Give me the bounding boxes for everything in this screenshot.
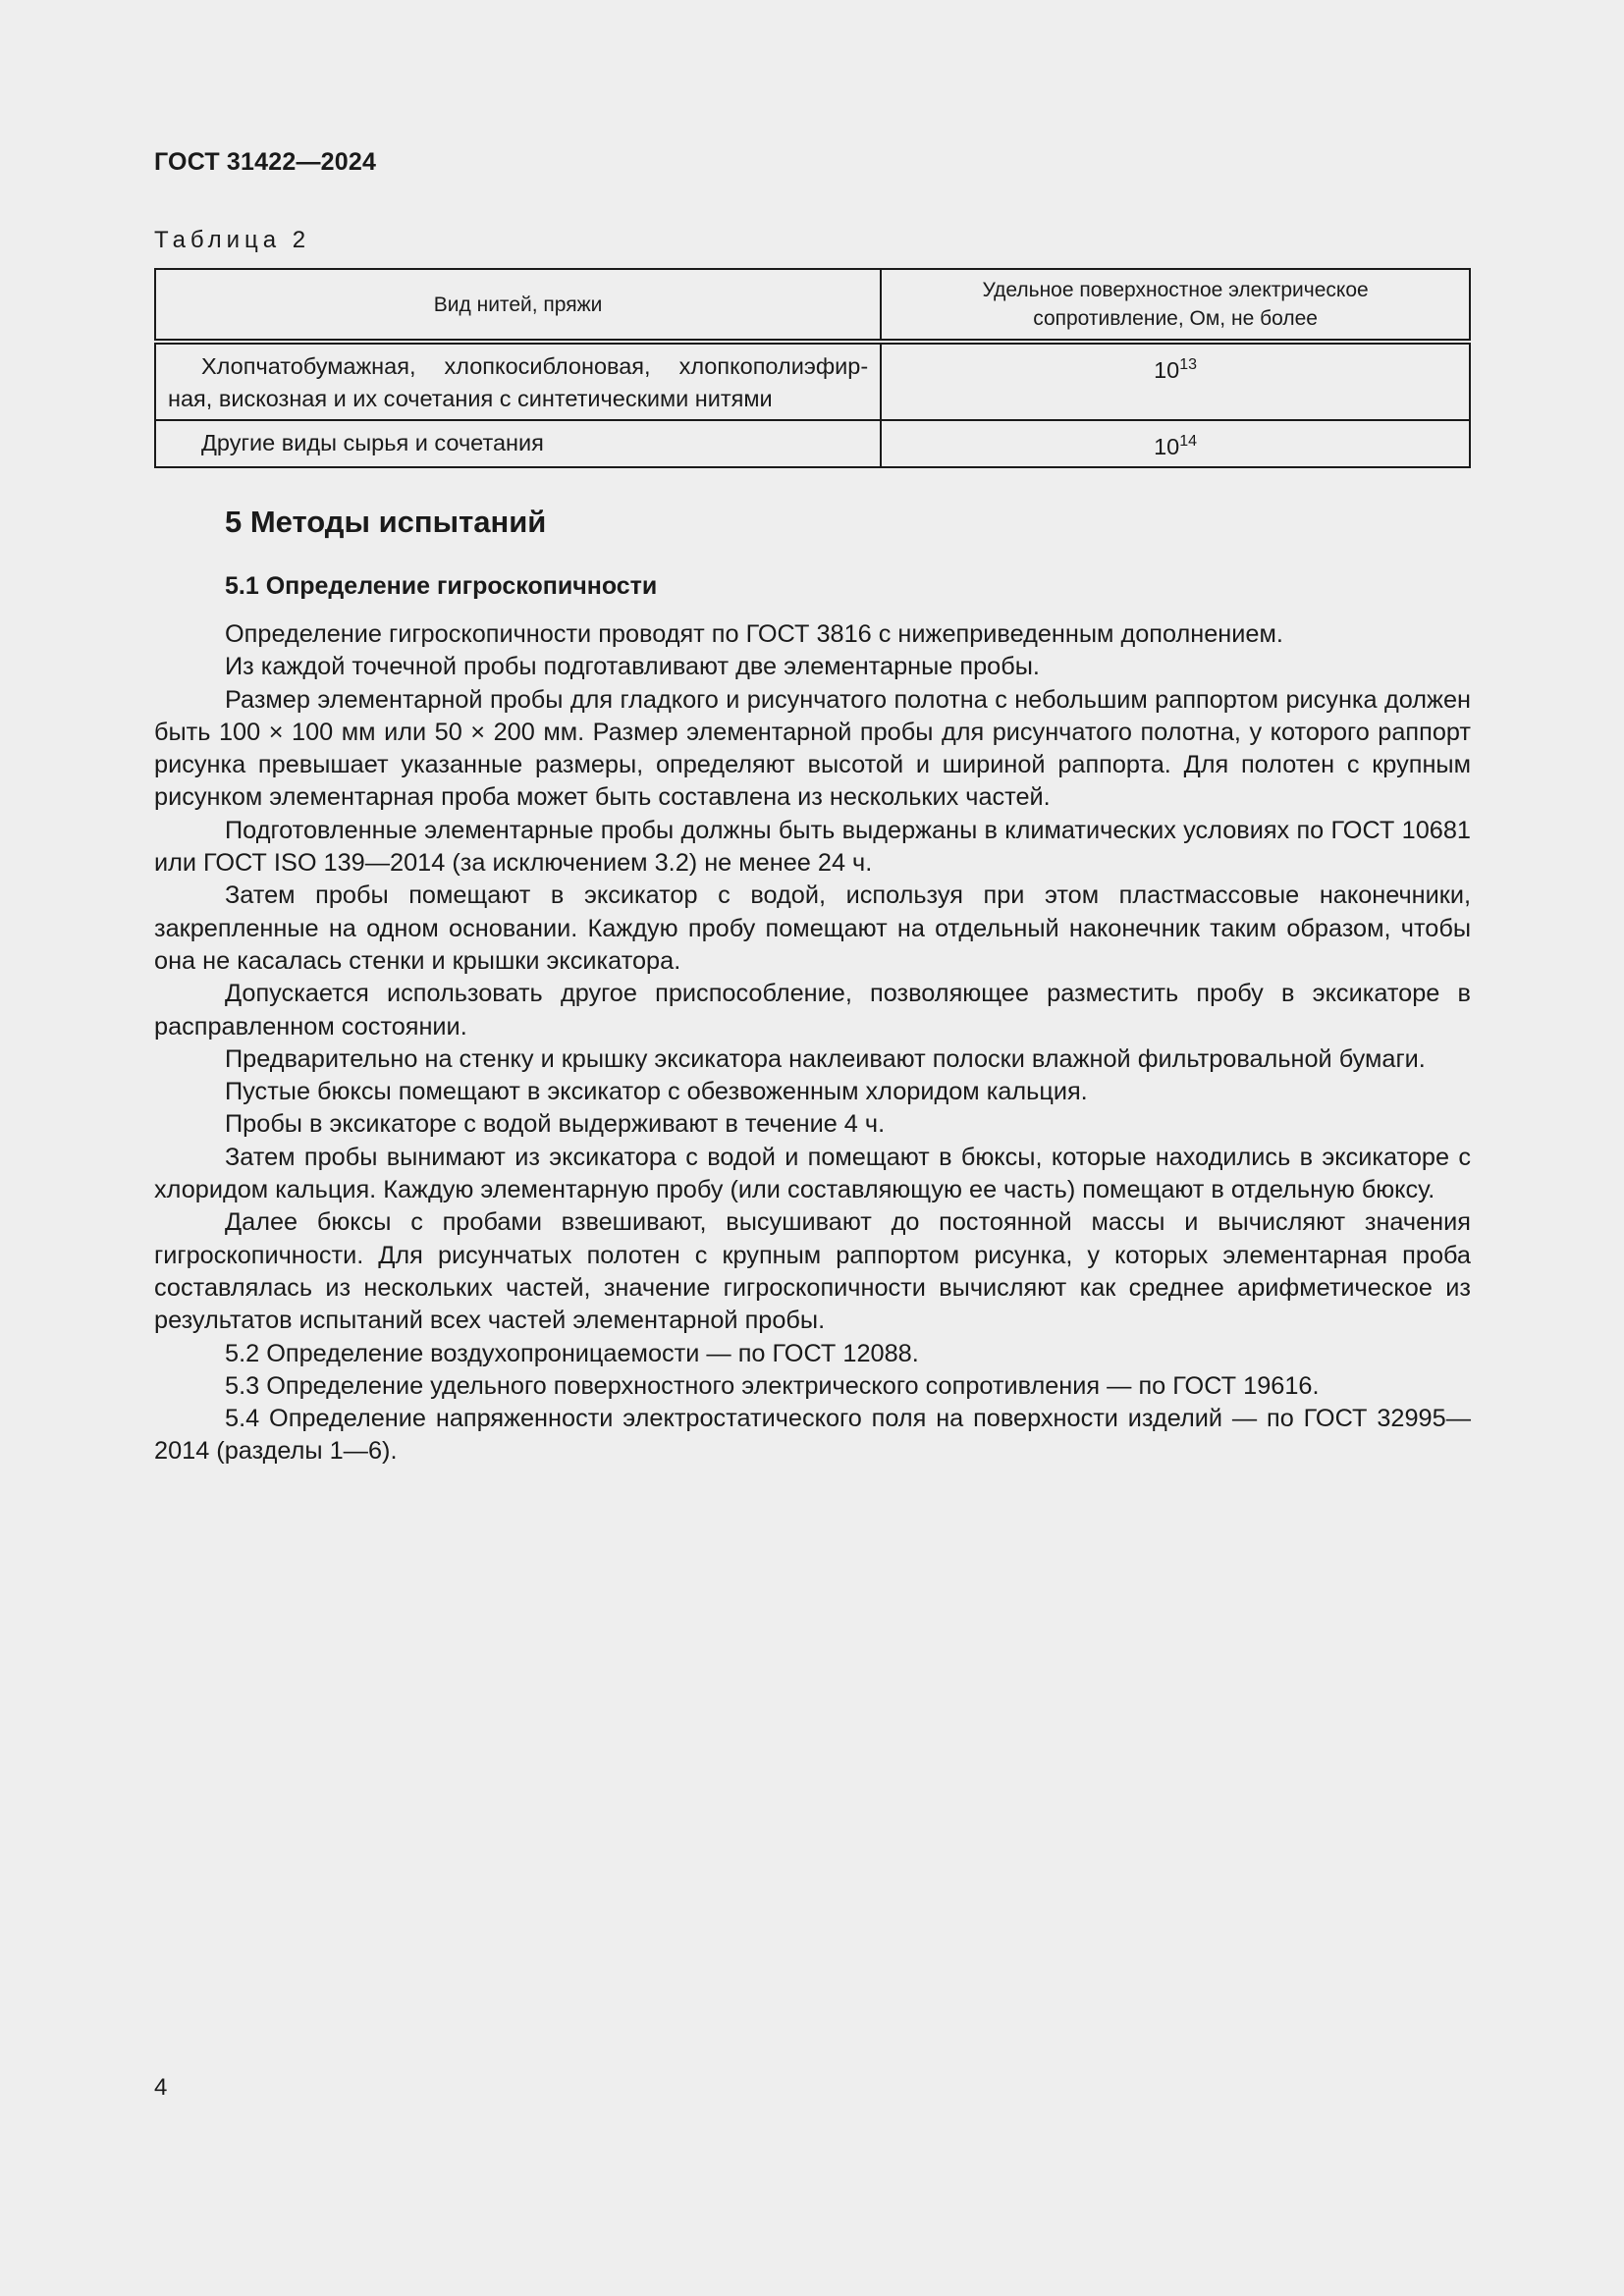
document-code-header: ГОСТ 31422—2024 (154, 148, 377, 176)
subsection-title: 5.1 Определение гигроскопичности (225, 572, 658, 600)
resistance-value (882, 421, 1469, 463)
paragraph: Размер элементарной пробы для гладкого и рисунчатого полотна с небольшим раппортом рисунка должен быть 100 × 100 мм или 50 × 200 мм. Размер элементарной пробы для рисунчатого полотна, у которого раппорт рисунка превышает указанные размеры, определяют высотой и шириной раппорта. Для полотен с крупным рисунком элементарная проба может быть составлена из нескольких частей. (154, 685, 1471, 812)
paragraph: Затем пробы помещают в эксикатор с водой, используя при этом пластмассовые наконечники, закрепленные на одном основании. Каждую пробу помещают на отдельный наконечник таким образом, чтобы она не касалась стенки и крышки эксикатора. (154, 881, 1471, 975)
value-base: 10 (1154, 357, 1180, 383)
paragraph: Допускается использовать другое приспособление, позволяющее разместить пробу в эксикаторе в расправленном состоянии. (154, 980, 1471, 1041)
resistance-value-cell (881, 420, 1470, 467)
paragraph: Пробы в эксикаторе с водой выдерживают в течение 4 ч. (225, 1110, 886, 1139)
table-header-row (155, 269, 1470, 342)
page-number: 4 (154, 2074, 168, 2101)
paragraph: Пустые бюксы помещают в эксикатор с обезвоженным хлоридом кальция. (225, 1078, 1088, 1106)
yarn-type-cell (155, 342, 881, 420)
column-header-yarn-type: Вид нитей, пряжи (155, 269, 881, 342)
paragraph: Определение гигроскопичности проводят по ГОСТ 3816 с нижеприведенным дополнением. (225, 620, 1283, 648)
resistance-table (154, 268, 1471, 468)
resistance-value (882, 345, 1469, 387)
column-header-resistance-text: Удельное поверхностное электрическое сопротивление, Ом, не более (982, 279, 1369, 330)
section-title: 5 Методы испытаний (225, 505, 547, 539)
paragraph: Затем пробы вынимают из эксикатора с водой и помещают в бюксы, которые находились в эксикаторе с хлоридом кальция. Каждую элементарную пробу (или составляющую ее часть) помещают в отдельную бюксу. (154, 1143, 1471, 1204)
value-exponent: 13 (1179, 356, 1198, 373)
table-row (155, 342, 1470, 420)
paragraph: 5.2 Определение воздухопроницаемости — по ГОСТ 12088. (225, 1339, 919, 1367)
value-exponent: 14 (1179, 433, 1198, 450)
paragraph: 5.3 Определение удельного поверхностного электрического сопротивления — по ГОСТ 19616. (225, 1371, 1320, 1400)
yarn-type-text: Хлопчатобумажная, хлопкосиблоновая, хлопкополиэфир-ная, вискозная и их сочетания с синтетическими нитями (168, 353, 869, 411)
paragraph: Предварительно на стенку и крышку эксикатора наклеивают полоски влажной фильтровальной бумаги. (225, 1044, 1426, 1073)
paragraph: Подготовленные элементарные пробы должны быть выдержаны в климатических условиях по ГОСТ 10681 или ГОСТ ISO 139—2014 (за исключением 3.2) не менее 24 ч. (154, 816, 1471, 878)
body-text (154, 618, 1471, 1468)
paragraph: 5.4 Определение напряженности электростатического поля на поверхности изделий — по ГОСТ 32995—2014 (разделы 1—6). (154, 1405, 1471, 1466)
yarn-type-cell (155, 420, 881, 467)
column-header-resistance (881, 269, 1470, 342)
paragraph: Далее бюксы с пробами взвешивают, высушивают до постоянной массы и вычисляют значения гигроскопичности. Для рисунчатых полотен с крупным раппортом рисунка, у которых элементарная проба составлялась из нескольких частей, значение гигроскопичности вычисляют как среднее арифметическое из результатов испытаний всех частей элементарной пробы. (154, 1208, 1471, 1335)
paragraph: Из каждой точечной пробы подготавливают две элементарные пробы. (225, 653, 1040, 681)
table-row (155, 420, 1470, 467)
yarn-type-text: Другие виды сырья и сочетания (201, 430, 544, 455)
resistance-value-cell (881, 342, 1470, 420)
table-caption: Таблица 2 (154, 227, 311, 253)
value-base: 10 (1154, 434, 1180, 459)
